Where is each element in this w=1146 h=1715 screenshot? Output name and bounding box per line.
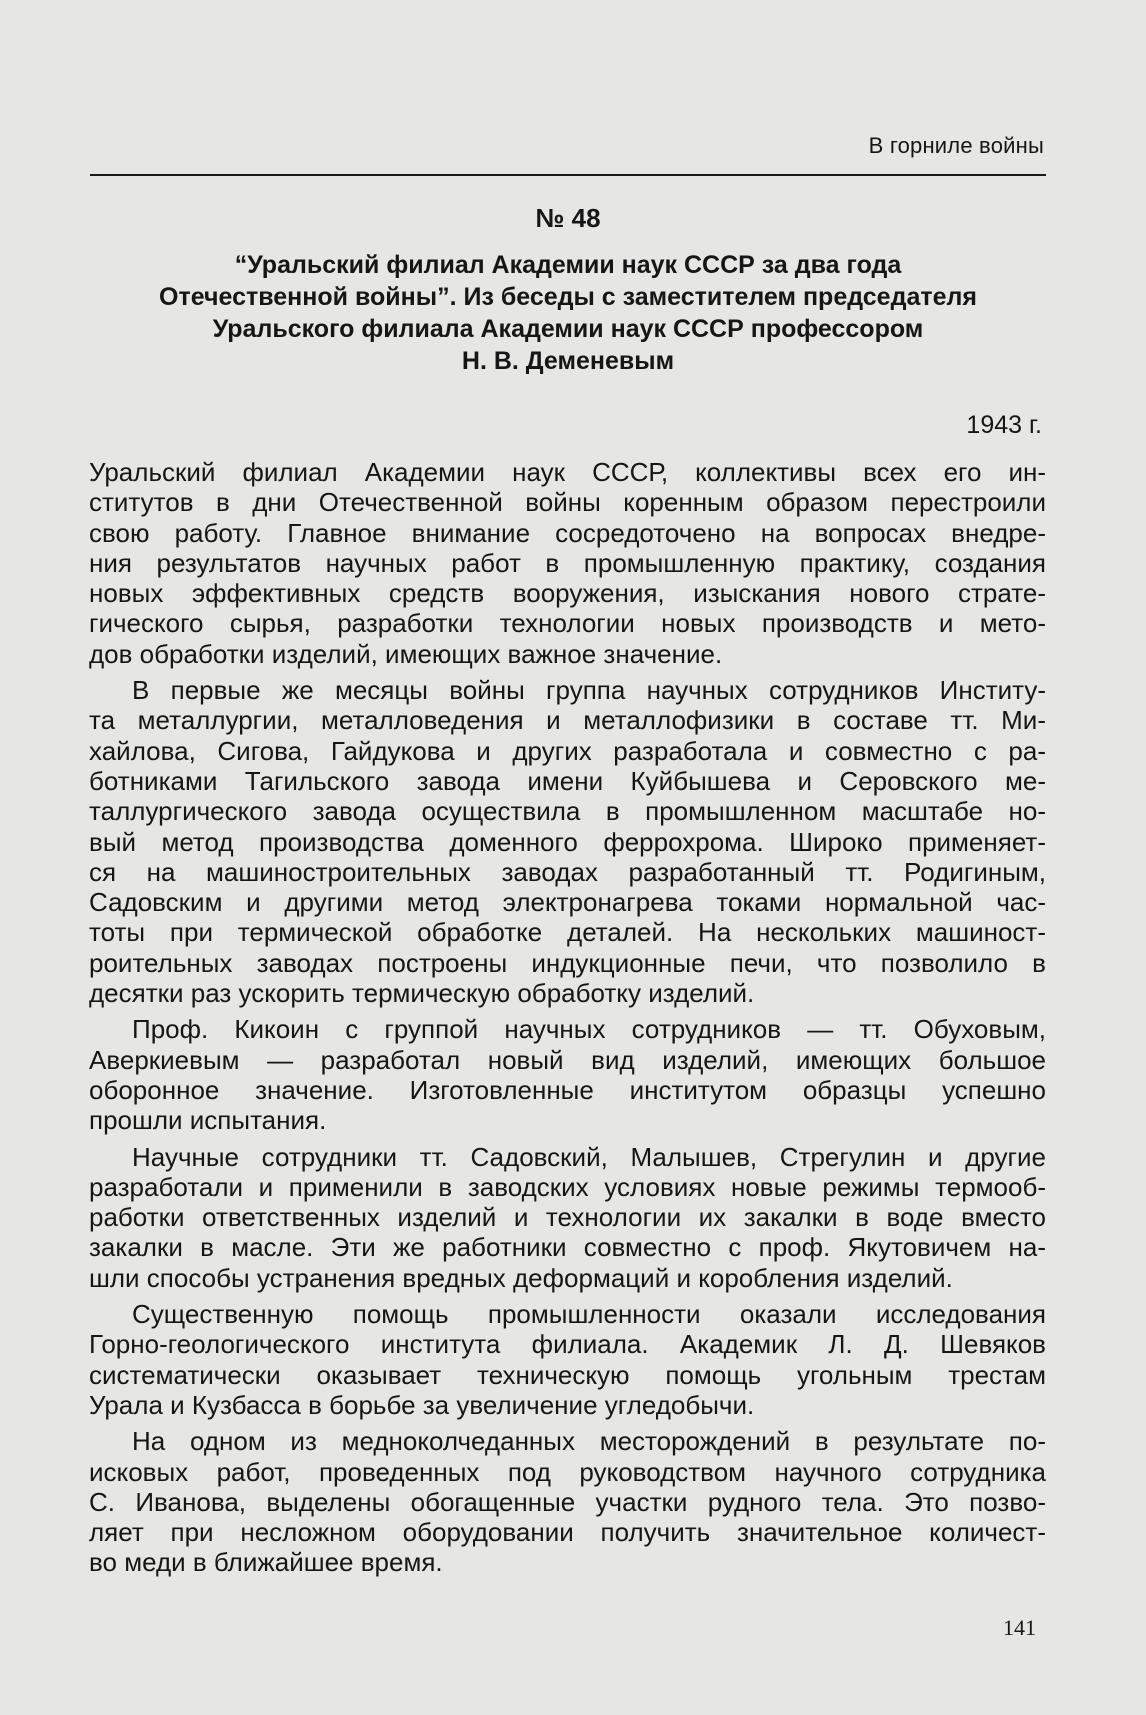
paragraph-line: тоты при термической обработке деталей. На нескольких машиност- — [89, 917, 1046, 948]
paragraph-line: Проф. Кикоин с группой научных сотрудников — тт. Обуховым, — [132, 1014, 1046, 1045]
paragraph-line: разработали и применили в заводских условиях новые режимы термооб- — [89, 1171, 1046, 1202]
paragraph — [89, 1014, 1046, 1135]
paragraph-line: таллургического завода осуществила в промышленном масштабе но- — [89, 796, 1046, 827]
paragraph-line: роительных заводах построены индукционные печи, что позволило в — [89, 947, 1046, 978]
paragraph-line: Горно-геологического института филиала. Академик Л. Д. Шевяков — [89, 1329, 1046, 1360]
paragraph — [89, 1299, 1046, 1420]
running-header: В горниле войны — [868, 133, 1044, 158]
paragraph-line: С. Иванова, выделены обогащенные участки рудного тела. Это позво- — [89, 1486, 1046, 1517]
paragraph-line: закалки в масле. Эти же работники совместно с проф. Якутовичем на- — [89, 1232, 1046, 1263]
paragraph-line: дов обработки изделий, имеющих важное значение. — [89, 638, 723, 669]
paragraph-line: Садовским и другими метод электронагрева токами нормальной час- — [89, 887, 1046, 918]
paragraph-line: хайлова, Сигова, Гайдукова и других разработала и совместно с ра- — [89, 735, 1046, 766]
paragraph-line: Уральский филиал Академии наук СССР, коллективы всех его ин- — [89, 457, 1046, 487]
paragraph-line: Научные сотрудники тт. Садовский, Малышев, Стрегулин и другие — [132, 1141, 1046, 1172]
paragraph-line: шли способы устранения вредных деформаций и коробления изделий. — [89, 1262, 953, 1293]
paragraph-line: ботниками Тагильского завода имени Куйбышева и Серовского ме- — [89, 765, 1046, 796]
document-year: 1943 г. — [966, 411, 1042, 439]
title-line: Отечественной войны”. Из беседы с заместителем председателя — [159, 283, 977, 311]
paragraph-line: ния результатов научных работ в промышленную практику, создания — [89, 547, 1046, 578]
header-rule — [90, 174, 1046, 176]
title-line: Уральского филиала Академии наук СССР профессором — [212, 315, 924, 343]
paragraph-line: новых эффективных средств вооружения, изыскания нового страте- — [89, 578, 1046, 609]
paragraph-line: прошли испытания. — [89, 1105, 327, 1136]
paragraph — [89, 1142, 1046, 1293]
paragraph-line: В первые же месяцы войны группа научных сотрудников Институ- — [132, 675, 1046, 706]
paragraph-line: Урала и Кузбасса в борьбе за увеличение угледобычи. — [89, 1389, 755, 1420]
paragraph-line: ляет при несложном оборудовании получить значительное количест- — [89, 1517, 1046, 1548]
paragraph-line: ститутов в дни Отечественной войны коренным образом перестроили — [89, 487, 1046, 518]
title-line: “Уральский филиал Академии наук СССР за два года — [234, 251, 902, 279]
paragraph — [89, 457, 1046, 669]
title-line: Н. В. Деменевым — [461, 347, 675, 375]
paragraph-line: оборонное значение. Изготовленные институтом образцы успешно — [89, 1074, 1046, 1105]
paragraph-line: работки ответственных изделий и технологии их закалки в воде вместо — [89, 1202, 1046, 1233]
paragraph — [89, 675, 1046, 1008]
paragraph — [89, 1426, 1046, 1577]
paragraph-line: Аверкиевым — разработал новый вид изделий, имеющих большое — [89, 1044, 1046, 1075]
paragraph-line: свою работу. Главное внимание сосредоточено на вопросах внедре- — [89, 517, 1046, 548]
paragraph-line: во меди в ближайшее время. — [89, 1547, 443, 1578]
paragraph-line: ся на машиностроительных заводах разработанный тт. Родигиным, — [89, 856, 1046, 887]
paragraph-line: На одном из медноколчеданных месторождений в результате по- — [132, 1426, 1046, 1457]
page-number: 141 — [1003, 1615, 1036, 1640]
paragraph-line: вый метод производства доменного феррохрома. Широко применяет- — [89, 826, 1046, 857]
paragraph-line: та металлургии, металловедения и металлофизики в составе тт. Ми- — [89, 705, 1046, 736]
body-text — [89, 457, 1046, 1584]
paragraph-line: Существенную помощь промышленности оказали исследования — [132, 1299, 1046, 1330]
document-number: № 48 — [535, 203, 601, 233]
paragraph-line: систематически оказывает техническую помощь угольным трестам — [89, 1359, 1046, 1390]
paragraph-line: гического сырья, разработки технологии новых производств и мето- — [89, 608, 1046, 639]
document-title — [90, 249, 1046, 377]
paragraph-line: десятки раз ускорить термическую обработку изделий. — [89, 978, 755, 1009]
paragraph-line: исковых работ, проведенных под руководством научного сотрудника — [89, 1456, 1046, 1487]
